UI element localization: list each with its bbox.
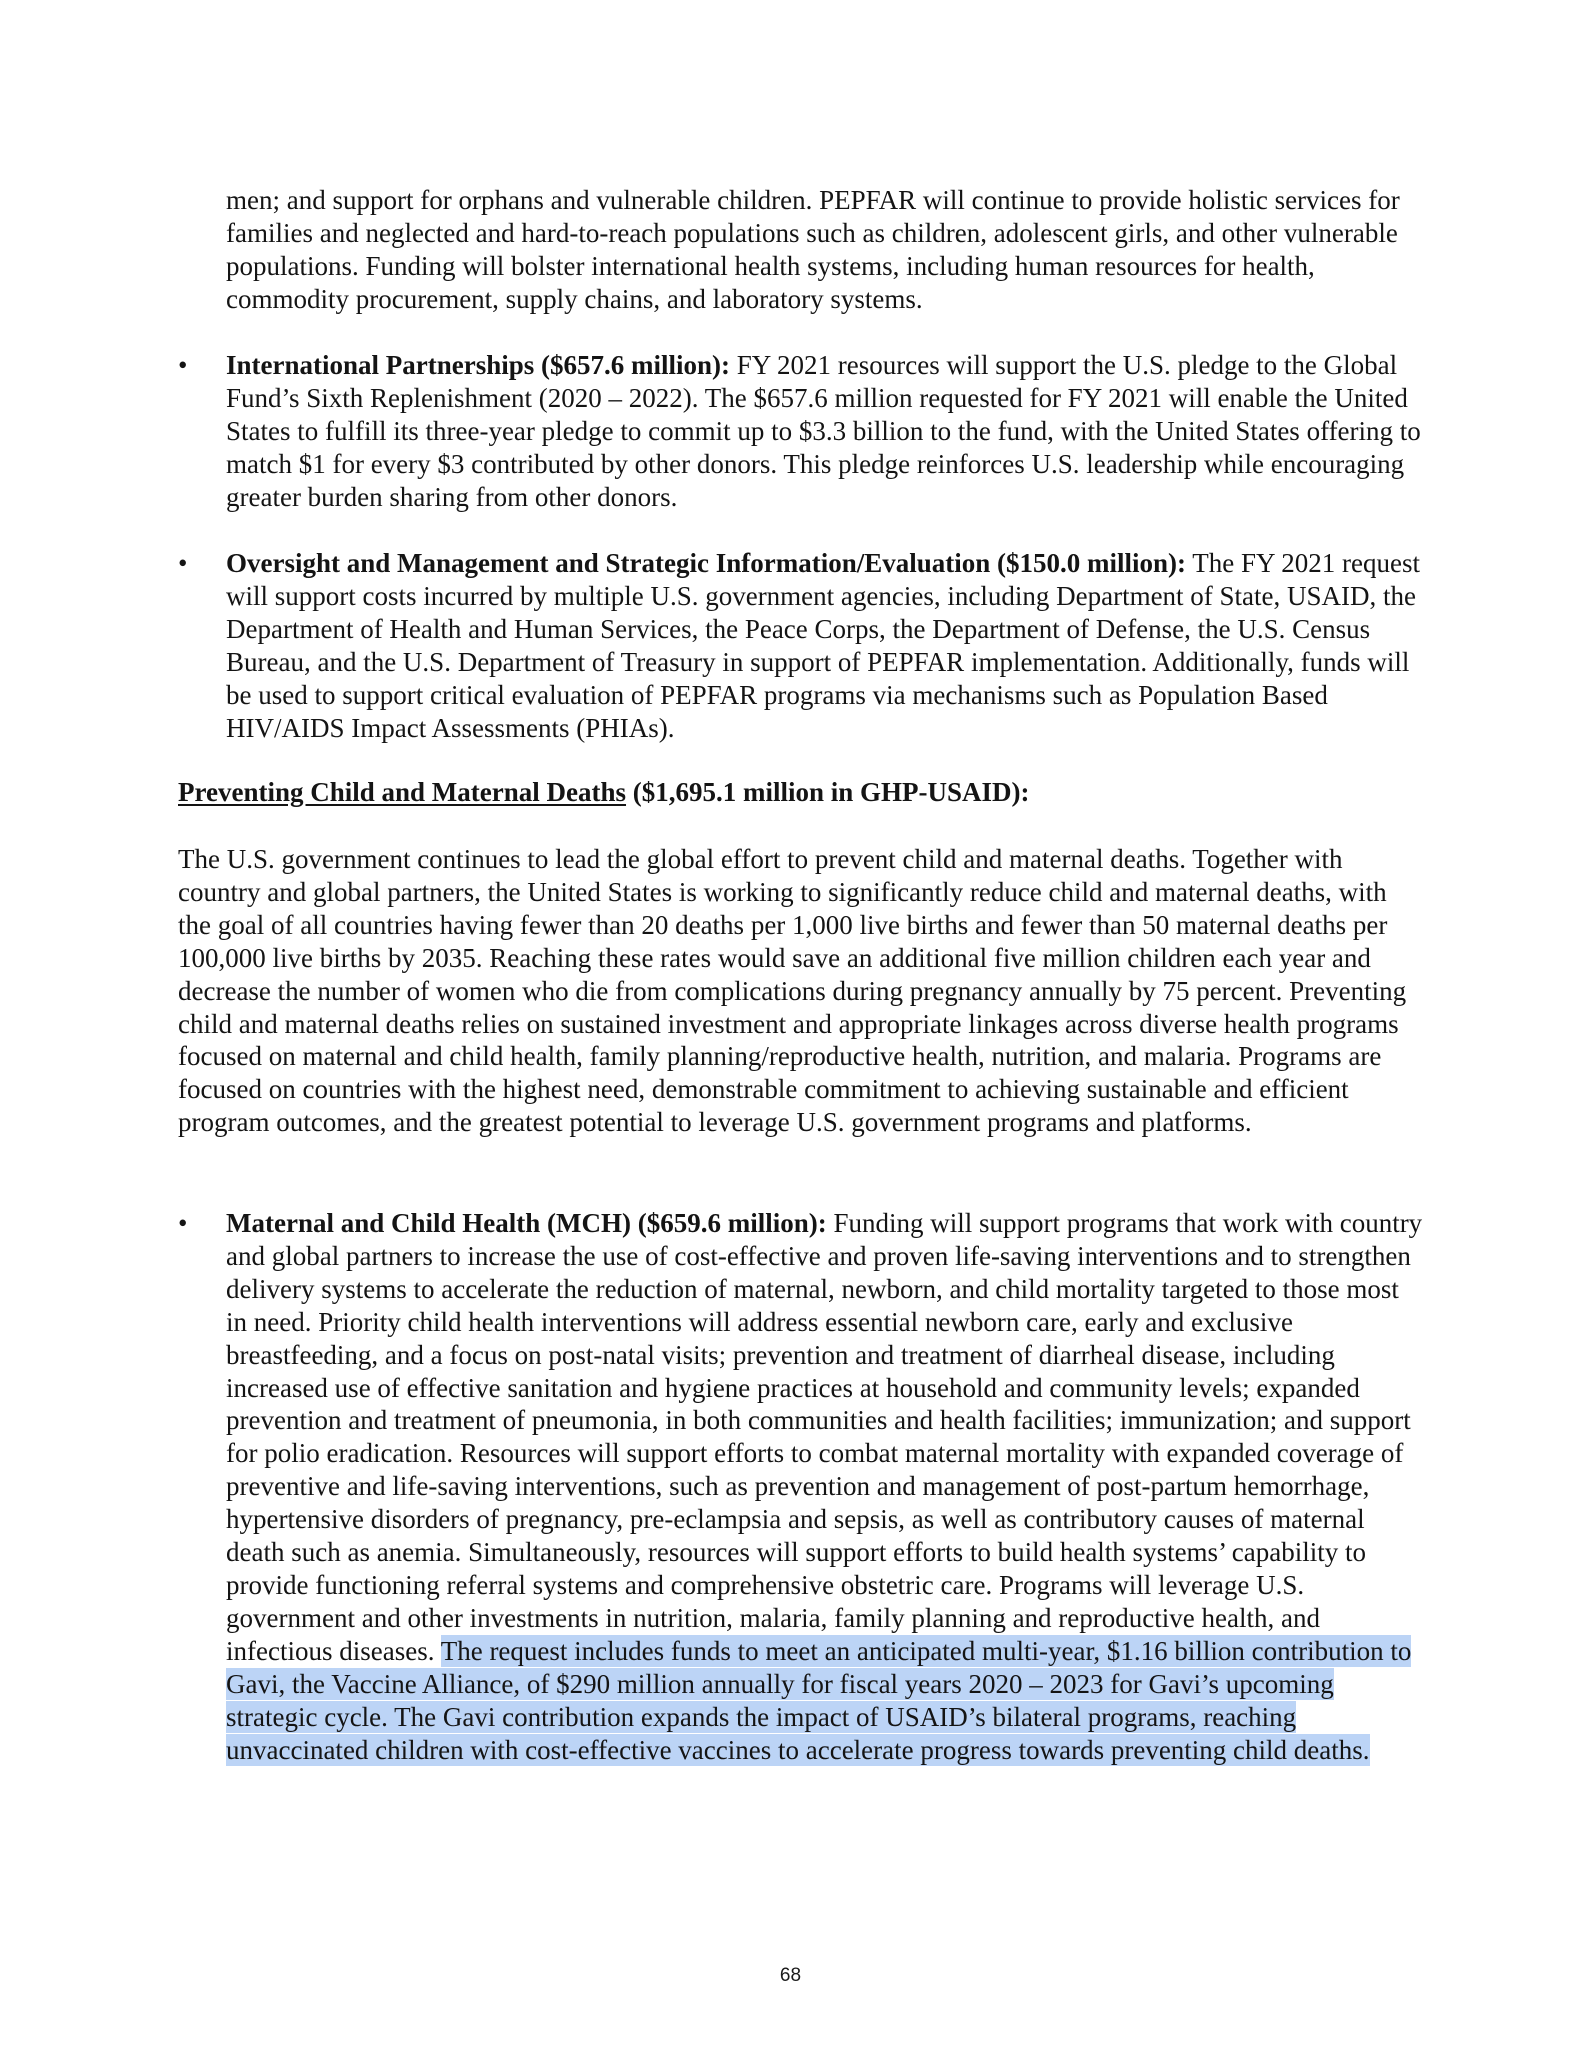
page-number: 68: [779, 1965, 802, 1986]
bullet-marker: •: [178, 350, 188, 380]
continuation-text: men; and support for orphans and vulnerable children. PEPFAR will continue to provide holistic services for families and neglected and hard-to-reach populations such as children, adolescent girls, and other vulnerable populations. Funding will bolster international health systems, including human resources for health, commodity procurement, supply chains, and laboratory systems.: [226, 185, 1400, 314]
continuation-paragraph: [226, 184, 1426, 316]
bullet-body-text: The FY 2021 request will support costs incurred by multiple U.S. government agencies, including Department of State, USAID, the Department of Health and Human Services, the Peace Corps, the Department of Defense, the U.S. Census Bureau, and the U.S. Department of Treasury in support of PEPFAR implementation. Additionally, funds will be used to support critical evaluation of PEPFAR programs via mechanisms such as Population Based HIV/AIDS Impact Assessments (PHIAs).: [226, 548, 1420, 743]
section-heading-amount: ($1,695.1 million in GHP-USAID):: [626, 777, 1030, 807]
section-heading-title: Preventing Child and Maternal Deaths: [178, 777, 627, 807]
bullet-heading: International Partnerships ($657.6 million):: [226, 350, 730, 380]
bullet-marker: •: [178, 1208, 188, 1238]
section-heading: [178, 776, 1408, 809]
bullet-heading: Maternal and Child Health (MCH) ($659.6 million):: [226, 1208, 827, 1238]
section-intro-paragraph: [178, 843, 1418, 1139]
bullet-body-text: Funding will support programs that work with country and global partners to increase the use of cost-effective and proven life-saving interventions and to strengthen delivery systems to accelerate the reduction of maternal, newborn, and child mortality targeted to those most in need. Priority child health interventions will address essential newborn care, early and exclusive breastfeeding, and a focus on post-natal visits; prevention and treatment of diarrheal disease, including increased use of effective sanitation and hygiene practices at household and community levels; expanded prevention and treatment of pneumonia, in both communities and health facilities; immunization; and support for polio eradication. Resources will support efforts to combat maternal mortality with expanded coverage of preventive and life-saving interventions, such as prevention and management of post-partum hemorrhage, hypertensive disorders of pregnancy, pre-eclampsia and sepsis, as well as contributory causes of maternal death such as anemia. Simultaneously, resources will support efforts to build health systems’ capability to provide functioning referral systems and comprehensive obstetric care. Programs will leverage U.S. government and other investments in nutrition, malaria, family planning and reproductive health, and infectious diseases.: [226, 1208, 1423, 1666]
bullet-paragraph: [226, 547, 1426, 744]
bullet-paragraph: [226, 349, 1426, 514]
bullet-marker: •: [178, 548, 188, 578]
bullet-paragraph: [226, 1207, 1426, 1766]
highlighted-selection[interactable]: The request includes funds to meet an anticipated multi-year, $1.16 billion contribution to Gavi, the Vaccine Alliance, of $290 million annually for fiscal years 2020 – 2023 for Gavi’s upcoming strategic cycle. The Gavi contribution expands the impact of USAID’s bilateral programs, reaching unvaccinated children with cost-effective vaccines to accelerate progress towards preventing child deaths.: [226, 1635, 1412, 1765]
bullet-body-text: FY 2021 resources will support the U.S. pledge to the Global Fund’s Sixth Replenishment (2020 – 2022). The $657.6 million requested for FY 2021 will enable the United States to fulfill its three-year pledge to commit up to $3.3 billion to the fund, with the United States offering to match $1 for every $3 contributed by other donors. This pledge reinforces U.S. leadership while encouraging greater burden sharing from other donors.: [226, 350, 1421, 512]
bullet-heading: Oversight and Management and Strategic Information/Evaluation ($150.0 million):: [226, 548, 1186, 578]
section-intro-text: The U.S. government continues to lead the global effort to prevent child and maternal deaths. Together with country and global partners, the United States is working to significantly reduce child and maternal deaths, with the goal of all countries having fewer than 20 deaths per 1,000 live births and fewer than 50 maternal deaths per 100,000 live births by 2035. Reaching these rates would save an additional five million children each year and decrease the number of women who die from complications during pregnancy annually by 75 percent. Preventing child and maternal deaths relies on sustained investment and appropriate linkages across diverse health programs focused on maternal and child health, family planning/reproductive health, nutrition, and malaria. Programs are focused on countries with the highest need, demonstrable commitment to achieving sustainable and efficient program outcomes, and the greatest potential to leverage U.S. government programs and platforms.: [178, 844, 1407, 1138]
